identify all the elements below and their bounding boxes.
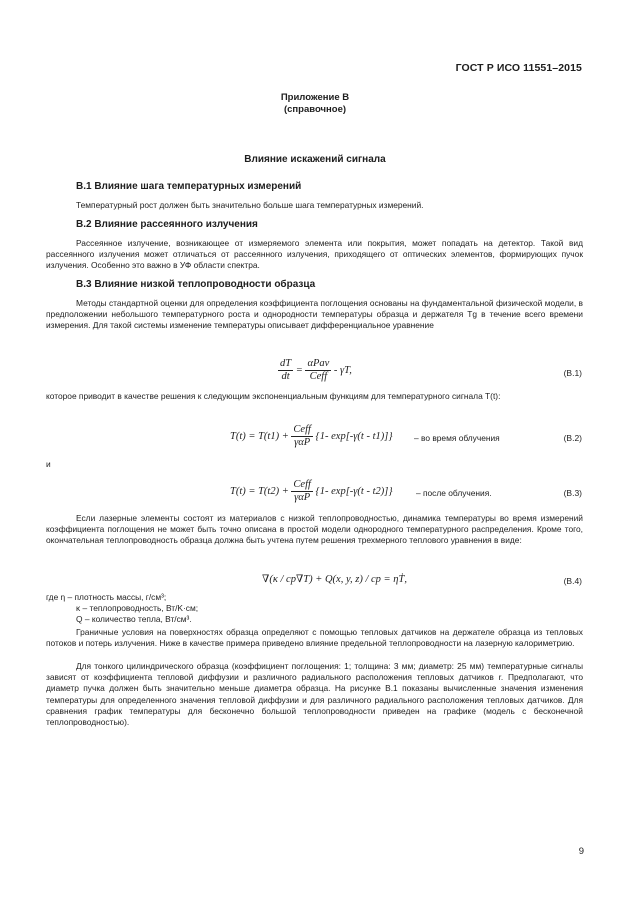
definition-conductivity: κ – теплопроводность, Вт/K·см; [76,603,199,614]
eq-b1-tail: - γT, [333,364,352,376]
section-b3-heading: В.3 Влияние низкой теплопроводности образца [76,279,316,290]
eq-b1-lhs-den: dt [281,371,290,382]
eq-b3-note: – после облучения. [416,488,492,498]
equation-b1 [278,358,352,383]
section-b1-heading: В.1 Влияние шага температурных измерений [76,181,302,192]
section-b1-text [46,200,583,211]
section-b3-p1-body: Методы стандартной оценки для определения коэффициента поглощения основаны на фундаментальной физической модели, в предположении небольшого температурного роста и однородности температуры образца и держателя Tg в течение всего времени измерения. Для такой системы изменение температуры описывает дифференциальное уравнение [46,298,583,331]
main-title: Влияние искажений сигнала [244,154,386,165]
equation-b3 [230,479,393,504]
eq-b1-equals: = [295,364,303,376]
section-b3-p4-body: Граничные условия на поверхностях образца определяют с помощью тепловых датчиков на держателе образца из тепловых потоков и потерь излучения. Ниже в качестве примера приведено влияние предельной теплопроводности на лазерную калориметрию. [46,627,583,649]
eq-b1-lhs-num: dT [280,358,292,369]
section-b3-p4 [46,627,583,649]
eq-b2-num: Ceff [293,424,311,435]
eq-b1-rhs-fraction [305,358,331,383]
section-b3-p3-body: Если лазерные элементы состоят из материалов с низкой теплопроводностью, динамика температуры во время измерений коэффициента поглощения не может быть точно описана в простой модели однородного температурного распределения. Кроме того, окончательная теплопроводность образца должна быть учтена путем решения трехмерного теплового уравнения в виде: [46,513,583,546]
eq-b1-number: (В.1) [563,368,582,378]
eq-b2-number: (В.2) [563,433,582,443]
section-b1-body: Температурный рост должен быть значительно больше шага температурных измерений. [76,200,424,210]
eq-b3-den: γαP [294,492,311,503]
eq-b3-number: (В.3) [563,488,582,498]
conjunction-and: и [46,459,51,469]
eq-b4-number: (В.4) [563,576,582,586]
section-b3-p1 [46,298,583,332]
section-b3-p5-body: Для тонкого цилиндрического образца (коэффициент поглощения: 1; толщина: 3 мм; диаметр: 25 мм) температурные сигналы зависят от коэффициента тепловой диффузии и различного радиального расположения тепловых датчиков r. Предполагают, что диаметр пучка должен быть значительно меньше диаметра образца. На рисунке В.1 показаны вычисленные значения изменения температуры для определенного значения тепловой диффузии и для различного радиального расположения тепловых датчиков. Для сравнения график температуры для бесконечно большой теплопроводности приведен на графике (модель с бесконечной теплопроводностью). [46,661,583,728]
equation-b2 [230,424,393,449]
equation-b4: ∇(κ / cp∇T) + Q(x, y, z) / cp = ηṪ, [262,574,407,585]
annex-heading [0,92,630,116]
variable-definitions [46,592,583,626]
standard-header: ГОСТ Р ИСО 11551–2015 [455,62,582,74]
definition-density: где η – плотность массы, г/см³; [46,592,167,602]
eq-b2-note: – во время облучения [414,433,500,443]
section-b3-p5 [46,661,583,728]
section-b3-p3 [46,513,583,547]
eq-b1-lhs-fraction [278,358,293,383]
definition-heat: Q – количество тепла, Вт/см³. [76,614,192,625]
annex-subtitle: (справочное) [283,104,347,115]
eq-b2-tail: {1- exp[-γ(t - t1)]} [315,430,393,442]
section-b2-heading: В.2 Влияние рассеянного излучения [76,219,258,230]
eq-b3-tail: {1- exp[-γ(t - t2)]} [315,485,393,497]
section-b2-body: Рассеянное излучение, возникающее от измеряемого элемента или покрытия, может попадать на детектор. Такой вид рассеянного излучения может отличаться от рассеянного излучения, приходящего от оптических элементов, формирующих пучок излучения. Особенно это важно в УФ области спектра. [46,238,583,271]
page-number: 9 [578,846,584,857]
section-b3-p2: которое приводит в качестве решения к следующим экспоненциальным функциям для температурного сигнала T(t): [46,391,501,401]
eq-b3-lhs: T(t) = T(t2) + [230,485,289,497]
section-b2-text [46,238,583,272]
eq-b2-den: γαP [294,437,311,448]
eq-b2-fraction [291,424,313,449]
eq-b3-num: Ceff [293,479,311,490]
eq-b3-fraction [291,479,313,504]
eq-b1-rhs-num: αPav [307,358,330,369]
eq-b2-lhs: T(t) = T(t1) + [230,430,289,442]
eq-b1-rhs-den: Ceff [309,371,328,382]
annex-title: Приложение В [280,92,350,103]
